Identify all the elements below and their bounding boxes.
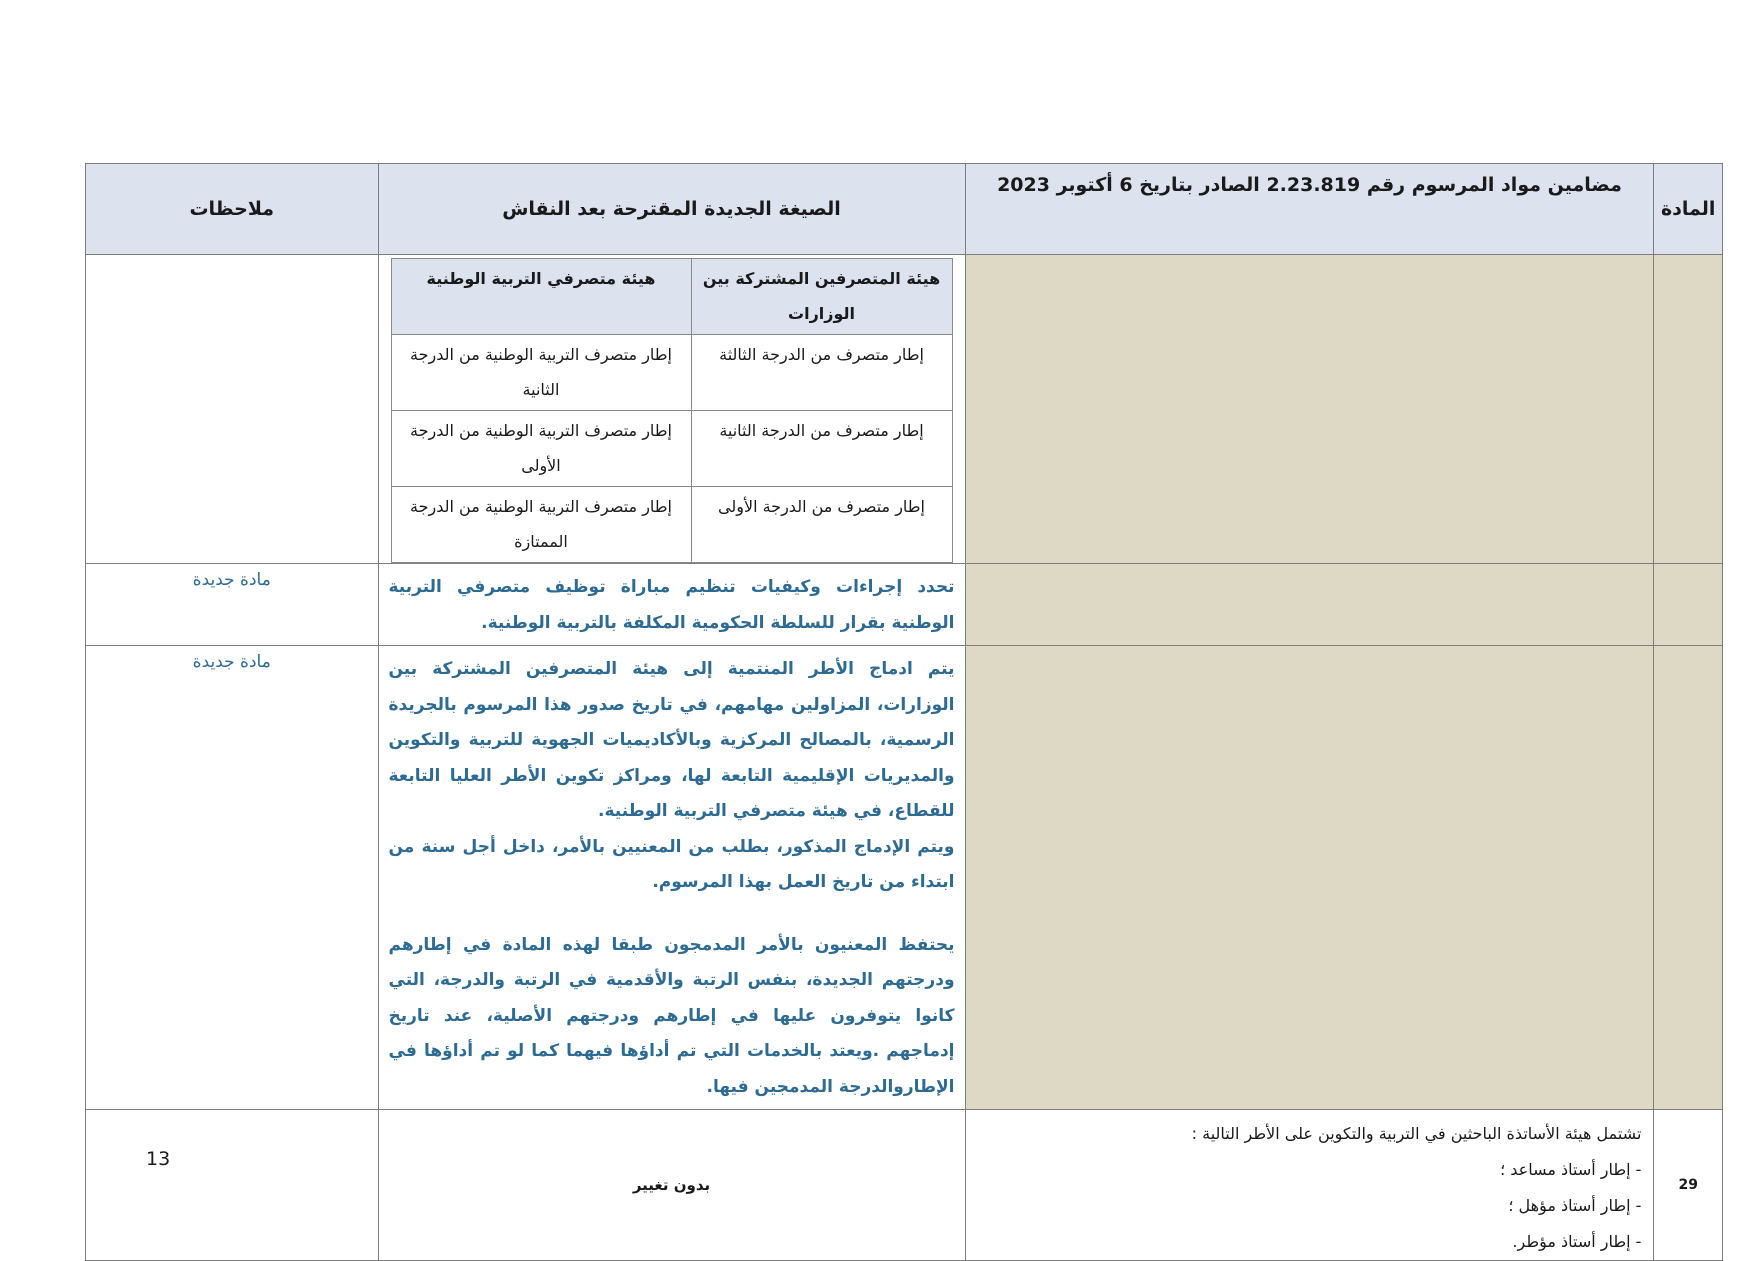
col-inter-header: هيئة المتصرفين المشتركة بين الوزارات bbox=[691, 259, 952, 335]
article-cell bbox=[1654, 646, 1723, 1110]
list-item: - إطار أستاذ مؤهل ؛ bbox=[1508, 1196, 1642, 1215]
col-edu-header: هيئة متصرفي التربية الوطنية bbox=[391, 259, 691, 335]
grade-edu: إطار متصرف التربية الوطنية من الدرجة الأولى bbox=[391, 411, 691, 487]
note-new-article: مادة جديدة bbox=[86, 646, 379, 1110]
recruitment-paragraph: تحدد إجراءات وكيفيات تنظيم مباراة توظيف متصرفي التربية الوطنية بقرار للسلطة الحكومية المكلفة بالتربية الوطنية. bbox=[388, 577, 955, 633]
table-row-grades bbox=[86, 255, 1723, 564]
grades-table-header bbox=[391, 259, 952, 335]
grade-inter: إطار متصرف من الدرجة الثالثة bbox=[691, 335, 952, 411]
header-proposed: الصيغة الجديدة المقترحة بعد النقاش bbox=[378, 164, 965, 255]
integration-paragraph-2: ويتم الإدماج المذكور، بطلب من المعنيين بالأمر، داخل أجل سنة من ابتداء من تاريخ العمل بهذا المرسوم. bbox=[388, 836, 955, 892]
grade-inter: إطار متصرف من الدرجة الثانية bbox=[691, 411, 952, 487]
integration-text bbox=[378, 646, 965, 1110]
decree-cell bbox=[965, 255, 1654, 564]
notes-cell bbox=[86, 255, 379, 564]
grade-edu: إطار متصرف التربية الوطنية من الدرجة الثانية bbox=[391, 335, 691, 411]
table-header-row bbox=[86, 164, 1723, 255]
no-change-label: بدون تغيير bbox=[378, 1110, 965, 1261]
integration-paragraph-1: يتم ادماج الأطر المنتمية إلى هيئة المتصرفين المشتركة بين الوزارات، المزاولين مهامهم، في تاريخ صدور هذا المرسوم بالجريدة الرسمية، بالمصالح المركزية وبالأكاديميات الجهوية للتربية والتكوين والمديريات الإقليمية التابعة لها، ومراكز تكوين الأطر العليا التابعة للقطاع، في هيئة متصرفي التربية الوطنية. bbox=[388, 659, 955, 821]
table-row bbox=[391, 335, 952, 411]
page-number: 13 bbox=[146, 1148, 171, 1170]
proposed-cell bbox=[378, 255, 965, 564]
table-row bbox=[391, 487, 952, 563]
list-item: - إطار أستاذ مساعد ؛ bbox=[1500, 1160, 1642, 1179]
grade-edu: إطار متصرف التربية الوطنية من الدرجة الممتازة bbox=[391, 487, 691, 563]
header-article: المادة bbox=[1654, 164, 1723, 255]
header-notes: ملاحظات bbox=[86, 164, 379, 255]
header-decree: مضامين مواد المرسوم رقم 2.23.819 الصادر بتاريخ 6 أكتوبر 2023 bbox=[965, 164, 1654, 255]
table-row bbox=[391, 411, 952, 487]
decree-cell bbox=[965, 564, 1654, 646]
article-cell bbox=[1654, 255, 1723, 564]
articles-table bbox=[85, 163, 1723, 1261]
grade-inter: إطار متصرف من الدرجة الأولى bbox=[691, 487, 952, 563]
table-row-article-29 bbox=[86, 1110, 1723, 1261]
article-29-intro: تشتمل هيئة الأساتذة الباحثين في التربية والتكوين على الأطر التالية : bbox=[1191, 1124, 1642, 1143]
article-cell bbox=[1654, 564, 1723, 646]
table-row-integration bbox=[86, 646, 1723, 1110]
integration-paragraph-3: يحتفظ المعنيون بالأمر المدمجون طبقا لهذه المادة في إطارهم ودرجتهم الجديدة، بنفس الرتبة والأقدمية في الرتبة والدرجة، التي كانوا يتوفرون عليها في إطارهم ودرجتهم الأصلية، عند تاريخ إدماجهم .ويعتد بالخدمات التي تم أداؤها فيهما كما لو تم أداؤها في الإطاروالدرجة المدمجين فيها. bbox=[388, 934, 955, 1097]
note-new-article: مادة جديدة bbox=[86, 564, 379, 646]
list-item: - إطار أستاذ مؤطر. bbox=[1512, 1232, 1642, 1251]
notes-cell bbox=[86, 1110, 379, 1261]
table-row-recruitment bbox=[86, 564, 1723, 646]
recruitment-text bbox=[378, 564, 965, 646]
grades-correspondence-table bbox=[391, 258, 953, 563]
article-29-content bbox=[965, 1110, 1654, 1261]
decree-cell bbox=[965, 646, 1654, 1110]
article-number: 29 bbox=[1654, 1110, 1723, 1261]
